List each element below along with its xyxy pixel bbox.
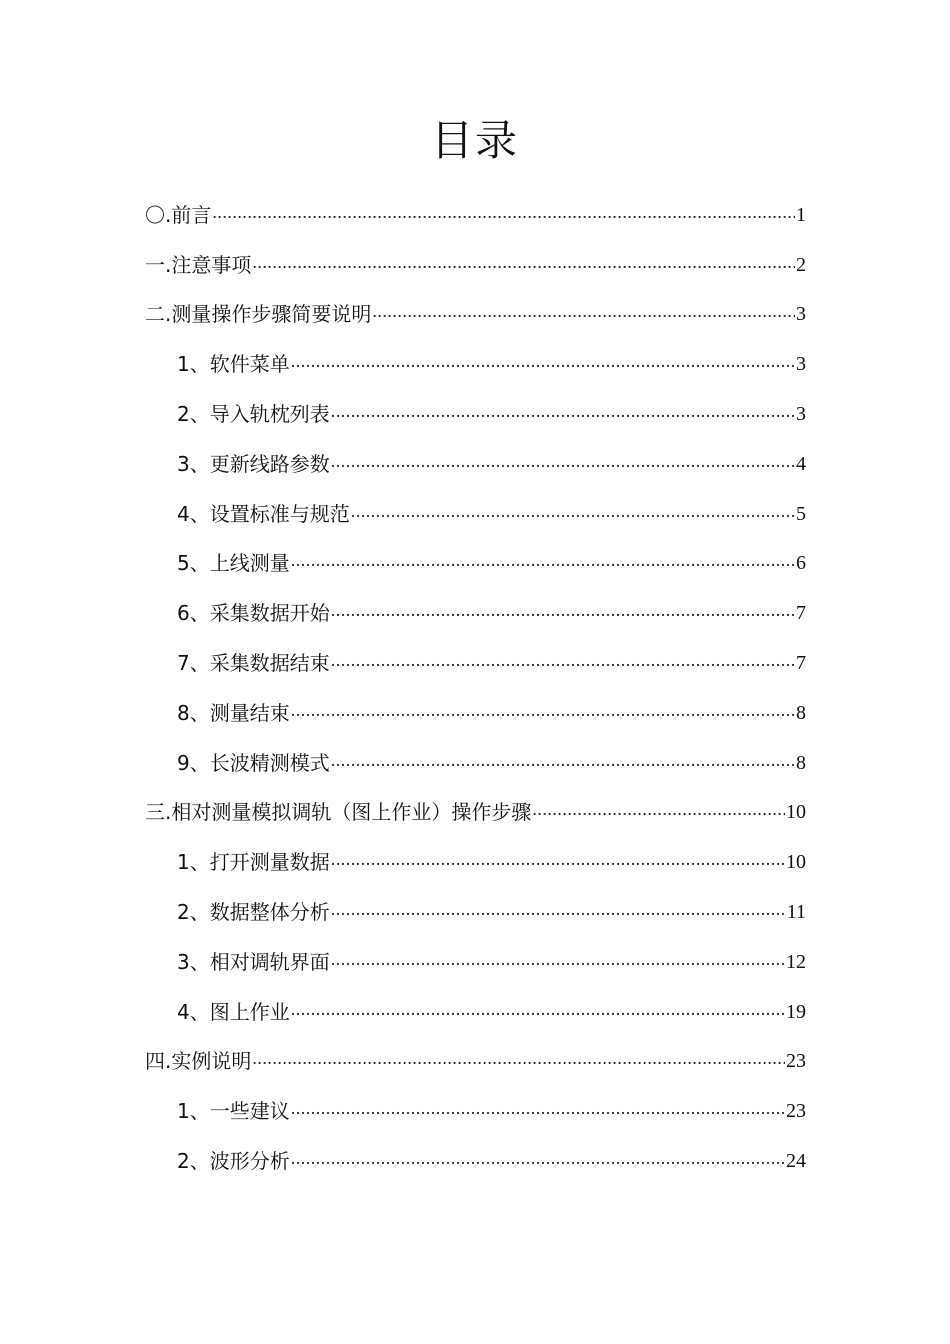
toc-entry-notes[interactable] bbox=[145, 240, 806, 290]
toc-entry-label: 二.测量操作步骤简要说明 bbox=[145, 302, 372, 327]
toc-entry-import-sleepers[interactable] bbox=[145, 389, 806, 439]
toc-entry-page: 12 bbox=[786, 950, 806, 973]
toc-entry-label: 一.注意事项 bbox=[145, 252, 252, 277]
toc-leader-dots bbox=[291, 1149, 785, 1173]
toc-entry-relative-adjust[interactable] bbox=[145, 788, 806, 838]
toc-leader-dots bbox=[351, 502, 795, 526]
toc-entry-label: 4、设置标准与规范 bbox=[177, 501, 350, 526]
toc-entry-label: 1、打开测量数据 bbox=[177, 850, 330, 875]
page-title: 目录 bbox=[430, 116, 519, 165]
toc-entry-label: 2、数据整体分析 bbox=[177, 900, 330, 925]
toc-entry-label: 5、上线测量 bbox=[177, 551, 290, 576]
toc-leader-dots bbox=[331, 950, 785, 974]
toc-leader-dots bbox=[372, 302, 795, 326]
toc-entry-label: 8、测量结束 bbox=[177, 700, 290, 725]
toc-entry-page: 2 bbox=[796, 253, 806, 276]
toc-entry-page: 8 bbox=[796, 701, 806, 724]
toc-entry-measure-end[interactable] bbox=[145, 688, 806, 738]
toc-entry-page: 23 bbox=[786, 1050, 806, 1073]
toc-entry-long-wave-mode[interactable] bbox=[145, 738, 806, 788]
toc-entry-label: 2、导入轨枕列表 bbox=[177, 402, 330, 427]
toc-entry-label: 1、软件菜单 bbox=[177, 352, 290, 377]
toc-entry-page: 1 bbox=[796, 203, 806, 226]
toc-entry-label: 四.实例说明 bbox=[145, 1049, 252, 1074]
toc-entry-label: 9、长波精测模式 bbox=[177, 750, 330, 775]
table-of-contents bbox=[145, 190, 806, 1186]
toc-entry-label: 1、一些建议 bbox=[177, 1099, 290, 1124]
toc-entry-collect-start[interactable] bbox=[145, 588, 806, 638]
toc-entry-measurement-steps[interactable] bbox=[145, 290, 806, 340]
toc-leader-dots bbox=[331, 601, 795, 625]
toc-leader-dots bbox=[291, 1099, 785, 1123]
toc-entry-page: 11 bbox=[786, 901, 806, 924]
toc-entry-software-menu[interactable] bbox=[145, 339, 806, 389]
toc-entry-page: 8 bbox=[796, 751, 806, 774]
toc-entry-page: 3 bbox=[796, 303, 806, 326]
toc-entry-label: 〇.前言 bbox=[145, 202, 212, 227]
toc-leader-dots bbox=[291, 701, 795, 725]
toc-entry-waveform-analysis[interactable] bbox=[145, 1136, 806, 1186]
toc-entry-page: 4 bbox=[796, 452, 806, 475]
toc-leader-dots bbox=[291, 352, 795, 376]
toc-entry-label: 3、相对调轨界面 bbox=[177, 949, 330, 974]
toc-entry-label: 4、图上作业 bbox=[177, 999, 290, 1024]
toc-entry-page: 7 bbox=[796, 602, 806, 625]
toc-leader-dots bbox=[331, 452, 795, 476]
toc-entry-examples[interactable] bbox=[145, 1037, 806, 1087]
toc-leader-dots bbox=[252, 253, 795, 277]
toc-entry-page: 10 bbox=[786, 851, 806, 874]
toc-leader-dots bbox=[291, 1000, 785, 1024]
toc-entry-label: 3、更新线路参数 bbox=[177, 451, 330, 476]
toc-leader-dots bbox=[331, 651, 795, 675]
toc-entry-overall-analysis[interactable] bbox=[145, 887, 806, 937]
toc-leader-dots bbox=[331, 402, 795, 426]
toc-entry-page: 19 bbox=[786, 1000, 806, 1023]
toc-entry-page: 24 bbox=[786, 1150, 806, 1173]
toc-entry-label: 6、采集数据开始 bbox=[177, 601, 330, 626]
toc-entry-preface[interactable] bbox=[145, 190, 806, 240]
toc-entry-page: 3 bbox=[796, 353, 806, 376]
toc-leader-dots bbox=[212, 203, 795, 227]
toc-entry-adjust-interface[interactable] bbox=[145, 937, 806, 987]
toc-entry-page: 5 bbox=[796, 502, 806, 525]
toc-entry-page: 10 bbox=[786, 801, 806, 824]
toc-entry-label: 7、采集数据结束 bbox=[177, 651, 330, 676]
toc-entry-page: 23 bbox=[786, 1100, 806, 1123]
toc-leader-dots bbox=[252, 1049, 785, 1073]
toc-entry-open-data[interactable] bbox=[145, 837, 806, 887]
toc-entry-online-measure[interactable] bbox=[145, 539, 806, 589]
toc-entry-collect-end[interactable] bbox=[145, 638, 806, 688]
toc-entry-update-line-params[interactable] bbox=[145, 439, 806, 489]
toc-entry-suggestions[interactable] bbox=[145, 1086, 806, 1136]
toc-leader-dots bbox=[331, 751, 795, 775]
toc-leader-dots bbox=[331, 900, 786, 924]
toc-leader-dots bbox=[331, 850, 785, 874]
toc-leader-dots bbox=[291, 551, 795, 575]
toc-entry-chart-work[interactable] bbox=[145, 987, 806, 1037]
toc-entry-set-standards[interactable] bbox=[145, 489, 806, 539]
toc-entry-page: 6 bbox=[796, 552, 806, 575]
toc-entry-page: 7 bbox=[796, 652, 806, 675]
toc-entry-label: 三.相对测量模拟调轨（图上作业）操作步骤 bbox=[145, 800, 532, 825]
toc-entry-label: 2、波形分析 bbox=[177, 1149, 290, 1174]
toc-entry-page: 3 bbox=[796, 403, 806, 426]
toc-leader-dots bbox=[532, 800, 785, 824]
